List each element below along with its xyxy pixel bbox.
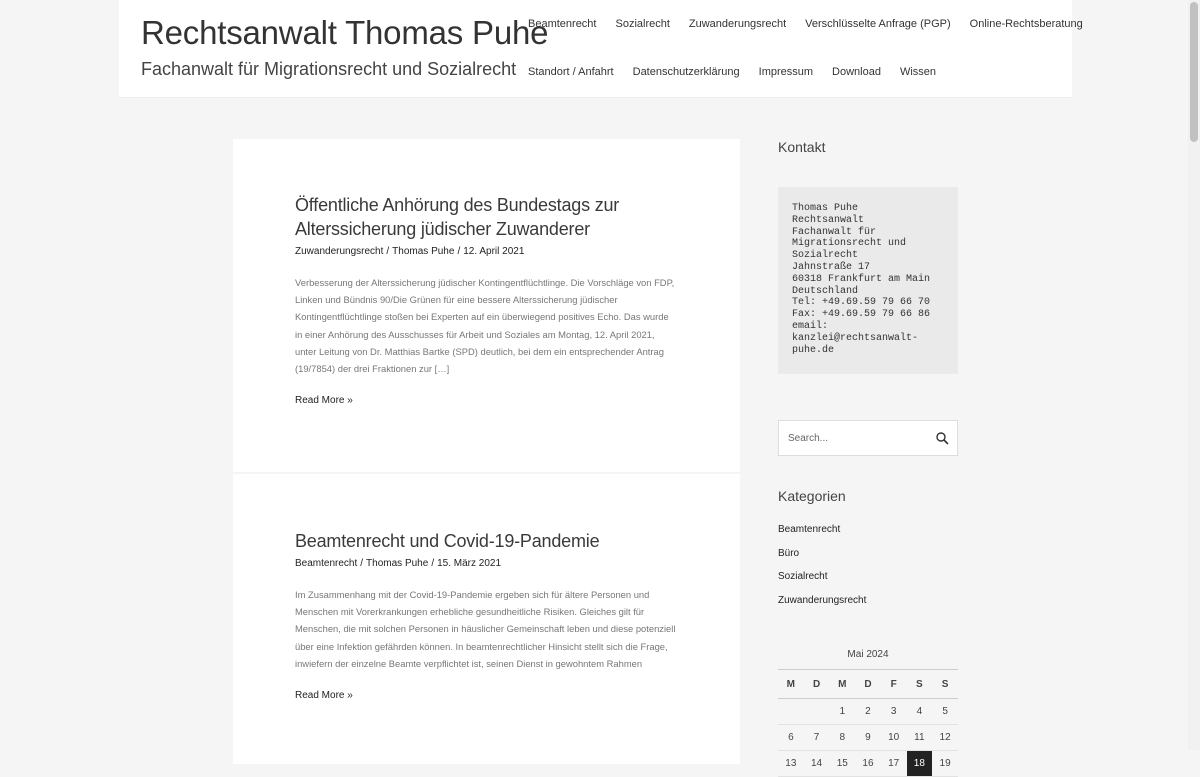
main-navigation bbox=[528, 0, 1083, 96]
post-author-link[interactable]: Thomas Puhe bbox=[392, 246, 455, 257]
calendar-day: 19 bbox=[932, 751, 958, 777]
nav-item-impressum[interactable]: Impressum bbox=[758, 66, 814, 78]
calendar-week-row bbox=[778, 699, 958, 725]
calendar-weekdays-row bbox=[778, 670, 958, 699]
site-tagline: Fachanwalt für Migrationsrecht und Sozialrecht bbox=[141, 59, 517, 79]
calendar-day: 3 bbox=[881, 699, 907, 725]
calendar-day: 15 bbox=[829, 751, 855, 777]
meta-separator: / bbox=[386, 246, 390, 257]
calendar-day: 10 bbox=[881, 725, 907, 751]
sidebar bbox=[778, 139, 958, 769]
category-item-zuwanderungsrecht bbox=[778, 595, 866, 619]
category-item-sozialrecht bbox=[778, 571, 866, 595]
contact-box bbox=[778, 187, 958, 374]
nav-item-download[interactable]: Download bbox=[832, 66, 881, 78]
post-title[interactable]: Beamtenrecht und Covid-19-Pandemie bbox=[295, 531, 600, 551]
weekday-header: S bbox=[932, 670, 958, 699]
post-content bbox=[295, 529, 678, 703]
read-more-link[interactable]: Read More » bbox=[295, 395, 353, 407]
category-link[interactable]: Sozialrecht bbox=[778, 571, 828, 582]
calendar-day: 17 bbox=[881, 751, 907, 777]
nav-row-2 bbox=[528, 48, 1068, 96]
search-icon[interactable] bbox=[935, 431, 949, 445]
contact-line: 60318 Frankfurt am Main bbox=[792, 273, 931, 285]
nav-item-online-rechtsberatung[interactable]: Online-Rechtsberatung bbox=[969, 18, 1083, 30]
post-title[interactable]: Öffentliche Anhörung des Bundestags zur Alterssicherung jüdischer Zuwanderer bbox=[295, 195, 620, 239]
contact-line: Thomas Puhe bbox=[792, 203, 859, 214]
weekday-header: M bbox=[778, 670, 804, 699]
calendar-table bbox=[778, 669, 958, 777]
post-date: 15. März 2021 bbox=[437, 558, 502, 569]
post-author-link[interactable]: Thomas Puhe bbox=[366, 558, 429, 569]
contact-line: kanzlei@rechtsanwalt- bbox=[792, 332, 919, 344]
scrollbar-thumb[interactable] bbox=[1190, 2, 1198, 142]
calendar-day: 6 bbox=[778, 725, 804, 751]
weekday-header: S bbox=[907, 670, 933, 699]
nav-item-beamtenrecht[interactable]: Beamtenrecht bbox=[528, 18, 597, 30]
page-scrollbar[interactable] bbox=[1188, 0, 1200, 750]
calendar-day: 7 bbox=[804, 725, 830, 751]
calendar-day: 13 bbox=[778, 751, 804, 777]
category-link[interactable]: Büro bbox=[778, 547, 800, 559]
contact-line: email: bbox=[792, 320, 829, 332]
category-item-buero bbox=[778, 548, 866, 572]
category-link[interactable]: Beamtenrecht bbox=[778, 524, 841, 535]
contact-line: Rechtsanwalt bbox=[792, 214, 865, 226]
post-article bbox=[233, 474, 740, 764]
contact-widget-title: Kontakt bbox=[778, 139, 826, 155]
calendar-day-today: 18 bbox=[907, 751, 933, 777]
meta-separator: / bbox=[457, 246, 461, 257]
post-date: 12. April 2021 bbox=[463, 246, 525, 257]
category-link[interactable]: Zuwanderungsrecht bbox=[778, 594, 867, 606]
nav-item-datenschutz[interactable]: Datenschutzerklärung bbox=[632, 66, 740, 78]
site-header bbox=[119, 0, 1083, 98]
calendar-day: 4 bbox=[907, 699, 933, 725]
post-category-link[interactable]: Beamtenrecht bbox=[295, 558, 358, 569]
contact-line: Sozialrecht bbox=[792, 250, 859, 262]
calendar-day: 12 bbox=[932, 725, 958, 751]
contact-line: Tel: +49.69.59 79 66 70 bbox=[792, 297, 931, 309]
weekday-header: M bbox=[829, 670, 855, 699]
contact-line: Migrationsrecht und bbox=[792, 238, 907, 250]
calendar-week-row bbox=[778, 751, 958, 777]
contact-line: Deutschland bbox=[792, 285, 859, 297]
search-input[interactable] bbox=[779, 421, 927, 455]
post-meta bbox=[295, 558, 678, 569]
weekday-header: D bbox=[804, 670, 830, 699]
calendar-day bbox=[778, 699, 804, 725]
post-meta bbox=[295, 246, 678, 257]
calendar-week-row bbox=[778, 725, 958, 751]
calendar-day: 2 bbox=[855, 699, 881, 725]
read-more-link[interactable]: Read More » bbox=[295, 690, 353, 702]
contact-line: puhe.de bbox=[792, 344, 835, 356]
categories-widget-title: Kategorien bbox=[778, 488, 846, 504]
calendar-day bbox=[804, 699, 830, 725]
weekday-header: F bbox=[881, 670, 907, 699]
nav-item-standort[interactable]: Standort / Anfahrt bbox=[528, 66, 614, 78]
calendar-day: 9 bbox=[855, 725, 881, 751]
weekday-header: D bbox=[855, 670, 881, 699]
contact-line: Jahnstraße 17 bbox=[792, 261, 871, 273]
calendar-day: 14 bbox=[804, 751, 830, 777]
calendar-day: 16 bbox=[855, 751, 881, 777]
calendar-day: 11 bbox=[907, 725, 933, 751]
site-title[interactable]: Rechtsanwalt Thomas Puhe bbox=[141, 14, 549, 51]
categories-list bbox=[778, 524, 866, 618]
post-category-link[interactable]: Zuwanderungsrecht bbox=[295, 246, 384, 257]
post-excerpt: Verbesserung der Alterssicherung jüdischer Kontingentflüchtlinge. Die Vorschläge von FDP, Linken und Bündnis 90/Die Grünen für eine bessere Alterssicherung jüdischer Kontingentflüchtlinge stoßen bei Experten auf ein überwiegend positives Echo. Das wurde in einer Anhörung des Ausschusses für Arbeit und Soziales am Montag, 12. April 2021, unter Leitung von Dr. Matthias Bartke (SPD) deutlich, bei dem ein entsprechender Antrag (19/7854) der drei Fraktionen zur […] bbox=[295, 277, 675, 375]
nav-item-sozialrecht[interactable]: Sozialrecht bbox=[615, 18, 670, 30]
category-item-beamtenrecht bbox=[778, 524, 866, 548]
post-article bbox=[233, 139, 740, 472]
calendar-day: 1 bbox=[829, 699, 855, 725]
nav-row-1 bbox=[528, 0, 1083, 48]
post-content bbox=[295, 193, 678, 408]
calendar-day: 5 bbox=[932, 699, 958, 725]
nav-item-wissen[interactable]: Wissen bbox=[899, 66, 937, 78]
nav-item-zuwanderungsrecht[interactable]: Zuwanderungsrecht bbox=[688, 18, 787, 30]
meta-separator: / bbox=[431, 558, 435, 569]
search-form bbox=[778, 420, 958, 456]
calendar-day: 8 bbox=[829, 725, 855, 751]
post-excerpt: Im Zusammenhang mit der Covid-19-Pandemie ergeben sich für ältere Personen und Menschen mit Vorerkrankungen erhebliche gesundheitliche Risiken. Gleiches gilt für Menschen, die mit solchen Personen in häuslicher Gemeinschaft leben und diese potenziell über eine Infektion gefährden können. In beamtenrechtlicher Hinsicht stellt sich die Frage, inwiefern der einzelne Beamte verpflichtet ist, seinen Dienst in gewohntem Rahmen bbox=[295, 589, 676, 669]
calendar-widget bbox=[778, 647, 958, 777]
contact-line: Fax: +49.69.59 79 66 86 bbox=[792, 309, 931, 321]
nav-item-pgp-anfrage[interactable]: Verschlüsselte Anfrage (PGP) bbox=[805, 18, 951, 30]
meta-separator: / bbox=[360, 558, 364, 569]
contact-line: Fachanwalt für bbox=[792, 226, 877, 238]
calendar-caption: Mai 2024 bbox=[847, 649, 889, 660]
